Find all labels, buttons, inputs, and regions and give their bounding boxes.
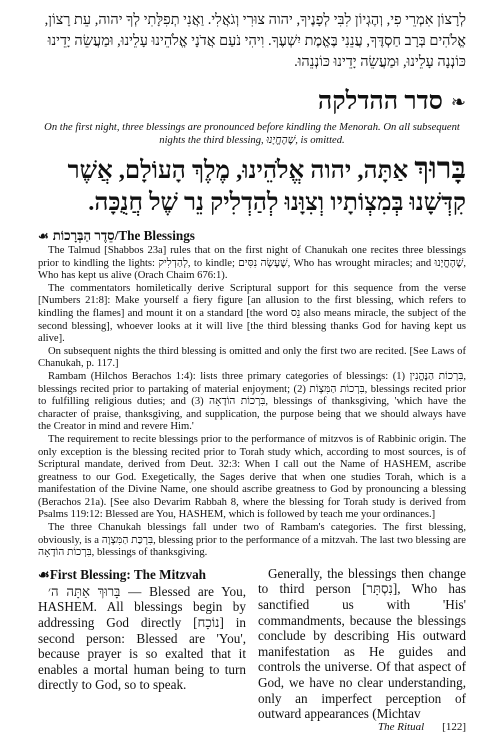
blessings-heading-row — [38, 227, 466, 245]
page-footer — [378, 721, 466, 733]
blessings-body — [38, 245, 466, 560]
paragraph: On subsequent nights the third blessing is omitted and only the first two are recited. [See Laws of Chanukah, p. 117.] — [38, 345, 466, 370]
ornament-small-icon: ☙ — [38, 228, 49, 243]
paragraph: The requirement to recite blessings prior to the performance of mitzvos is of Rabbinic origin. The only exception is the blessing recited prior to Torah study which, according to most sources, is of Scriptural mandate, derived from Deut. 32:3: When I call out the Name of HASHEM, ascribe greatness to our God. Exegetically, the Sages derive that when one studies Torah, which is a manifestation of the Divine Name, one should ascribe greatness to God by pronouncing a blessing (Berachos 21a). [See also Devarim Rabbah 8, where the blessing for Torah study is derived from Psalms 119:12: Blessed are You, HASHEM, which is followed by teach me your ordinances.] — [38, 433, 466, 521]
ornament-icon: ❧ — [450, 91, 466, 112]
paragraph: Generally, the blessings then change to third person [נִסְתָּר], Who has sanctified us with 'His' commandments, because the blessings conclude by describing His outward manifestation as He guides and controls the universe. Of that aspect of God, we have no clear understanding, only an imperfect perception of outward appearances (Michtav — [258, 565, 466, 722]
page-number: [122] — [442, 721, 466, 733]
paragraph: The commentators homiletically derive Scriptural support for this sequence from the verse [Numbers 21:8]: Make yourself a fiery figure [an allusion to the first blessing, which refers to kindling the flames] and mount it on a standard [the word נֵס also means miracle, the subject of the second blessing], whoever looks at it will live [the third blessing thanks God for having kept us alive]. — [38, 282, 466, 345]
blessing-first-word: בָּרוּךְ — [414, 152, 466, 185]
blessing-rest: אַתָּה, יהוה אֱלֹהֵינוּ, מֶלֶךְ הָעוֹלָם, אֲשֶׁר קִדְּשָׁנוּ בְּמִצְוֹתָיו וְצִוָּנוּ לְהַדְלִיק נֵר שֶׁל חֲנֻכָּה. — [67, 157, 466, 216]
first-blessing-heading-row — [38, 566, 246, 584]
footer-section: The Ritual — [378, 721, 425, 733]
right-column — [258, 566, 466, 722]
page — [38, 10, 466, 722]
blessings-heading: סֵדֶר הַבְּרָכוֹת/The Blessings — [52, 228, 195, 243]
instruction-text: On the first night, three blessings are pronounced before kindling the Menorah. On all subsequent nights the third blessing, שֶׁהֶחֱיָנוּ, is omitted. — [44, 122, 460, 146]
paragraph: The Talmud [Shabbos 23a] rules that on the first night of Chanukah one recites three blessings prior to kindling the lights: לְהַדְלִיק, to kindle; שֶׁעָשָׂה נִסִּים, Who has wrought miracles; and שֶׁהֶחֱיָנוּ, Who has kept us alive (Orach Chaim 676:1). — [38, 245, 466, 282]
intro-hebrew-text: לְרָצוֹן אִמְרֵי פִי, וְהֶגְיוֹן לִבִּי לְפָנֶיךָ, יהוה צוּרִי וְגֹאֲלִי. וַאֲנִי תְפִלָּתִי לְךָ יהוה, עֵת רָצוֹן, אֱלֹהִים בְּרָב חַסְדֶּךָ, עֲנֵנִי בֶּאֱמֶת יִשְׁעֶךָ. וִיהִי נֹעַם אֲדֹנָי אֱלֹהֵינוּ עָלֵינוּ, וּמַעֲשֵׂה יָדֵינוּ כּוֹנְנָה עָלֵינוּ, וּמַעֲשֵׂה יָדֵינוּ כּוֹנְנֵהוּ. — [44, 12, 466, 70]
paragraph: The three Chanukah blessings fall under two of Rambam's categories. The first blessing, obviously, is a בִּרְכַּת הַמִּצְוָה, blessing prior to the performance of a mitzvah. The last two blessing are בִּרְכוֹת הוֹדָאָה, blessings of thanksgiving. — [38, 522, 466, 559]
section-title-row — [38, 87, 466, 117]
section-title: סדר ההדלקה — [317, 88, 443, 115]
first-blessing-heading: First Blessing: The Mitzvah — [49, 566, 206, 582]
left-column — [38, 566, 246, 722]
ornament-small-icon: ☙ — [38, 566, 50, 582]
two-columns — [38, 566, 466, 722]
paragraph: Rambam (Hilchos Berachos 1:4): lists three primary categories of blessings: (1) בִּרְכוֹת הַנֶּהֱנִין, blessings recited prior to partaking of material enjoyment; (2) בִּרְכוֹת הַמִּצְוֹת, blessings recited prior to fulfilling religious duties; and (3) בִּרְכוֹת הוֹדָאָה, blessings of thanksgiving, 'which have the character of praise, thanksgiving, and supplication, the purpose being that we should always have the Creator in mind and revere Him.' — [38, 370, 466, 433]
left-column-text — [38, 584, 246, 693]
paragraph: בָּרוּךְ אַתָּה ה׳ — Blessed are You, HASHEM. All blessings begin by addressing God directly [נוֹכָח] in second person: Blessed are 'You', because prayer is so exalted that it enables a mortal human being to turn directly to God, so to speak. — [38, 583, 246, 693]
blessing-hebrew — [38, 153, 466, 219]
right-column-text — [258, 566, 466, 722]
